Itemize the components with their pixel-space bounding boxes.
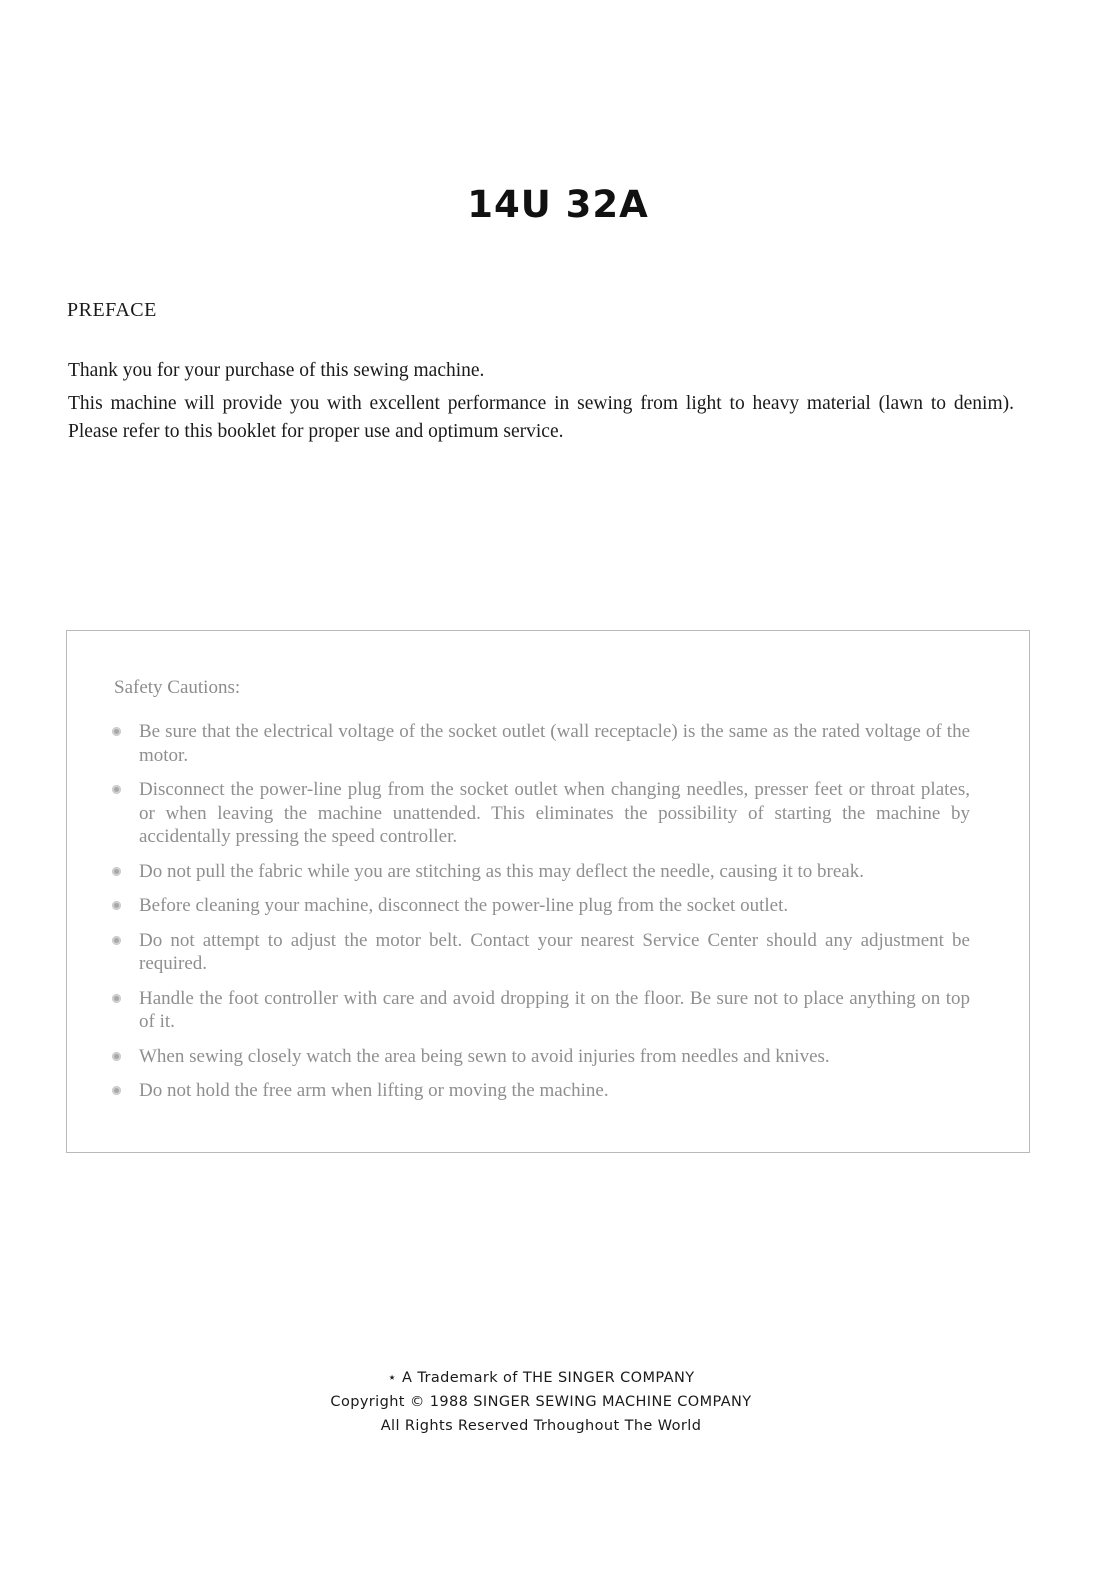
safety-item	[110, 778, 970, 849]
trademark-notice: ⋆ A Trademark of THE SINGER COMPANY	[387, 1370, 695, 1386]
safety-cautions-list	[110, 720, 970, 1114]
copyright-notice: Copyright © 1988 SINGER SEWING MACHINE COMPANY	[330, 1394, 752, 1410]
preface-heading: PREFACE	[67, 299, 157, 321]
safety-item	[110, 929, 970, 976]
bullet-icon	[112, 901, 121, 910]
safety-item-text: Disconnect the power-line plug from the socket outlet when changing needles, presser feet or throat plates, or when leaving the machine unattended. This eliminates the possibility of starting the machine by accidentally pressing the speed controller.	[139, 779, 970, 847]
rights-notice: All Rights Reserved Trhoughout The World	[380, 1418, 702, 1434]
bullet-icon	[112, 1086, 121, 1095]
bullet-icon	[112, 936, 121, 945]
safety-item-text: Before cleaning your machine, disconnect the power-line plug from the socket outlet.	[139, 895, 789, 916]
preface-paragraph: Thank you for your purchase of this sewing machine.	[68, 360, 485, 381]
bullet-icon	[112, 994, 121, 1003]
model-title: 14U 32A	[467, 183, 649, 226]
bullet-icon	[112, 1052, 121, 1061]
bullet-icon	[112, 785, 121, 794]
safety-item	[110, 987, 970, 1034]
safety-item-text: Do not pull the fabric while you are stitching as this may deflect the needle, causing it to break.	[139, 860, 864, 882]
safety-item-text: When sewing closely watch the area being sewn to avoid injuries from needles and knives.	[139, 1045, 830, 1067]
safety-item-text: Handle the foot controller with care and avoid dropping it on the floor. Be sure not to place anything on top of it.	[139, 987, 970, 1032]
safety-item	[110, 1045, 970, 1069]
preface-body	[68, 357, 1014, 451]
safety-item	[110, 860, 970, 884]
safety-item-text: Do not attempt to adjust the motor belt. Contact your nearest Service Center should any adjustment be required.	[139, 929, 970, 974]
bullet-icon	[112, 727, 121, 736]
safety-item	[110, 1079, 970, 1103]
safety-item-text: Be sure that the electrical voltage of the socket outlet (wall receptacle) is the same as the rated voltage of the motor.	[139, 721, 970, 766]
safety-item-text: Do not hold the free arm when lifting or moving the machine.	[139, 1080, 609, 1101]
footer	[0, 1366, 1082, 1438]
safety-cautions-title: Safety Cautions:	[114, 677, 241, 698]
preface-paragraph: This machine will provide you with excellent performance in sewing from light to heavy material (lawn to denim). Please refer to this booklet for proper use and optimum service.	[68, 393, 1014, 442]
bullet-icon	[112, 867, 121, 876]
safety-item	[110, 720, 970, 767]
safety-item	[110, 894, 970, 918]
